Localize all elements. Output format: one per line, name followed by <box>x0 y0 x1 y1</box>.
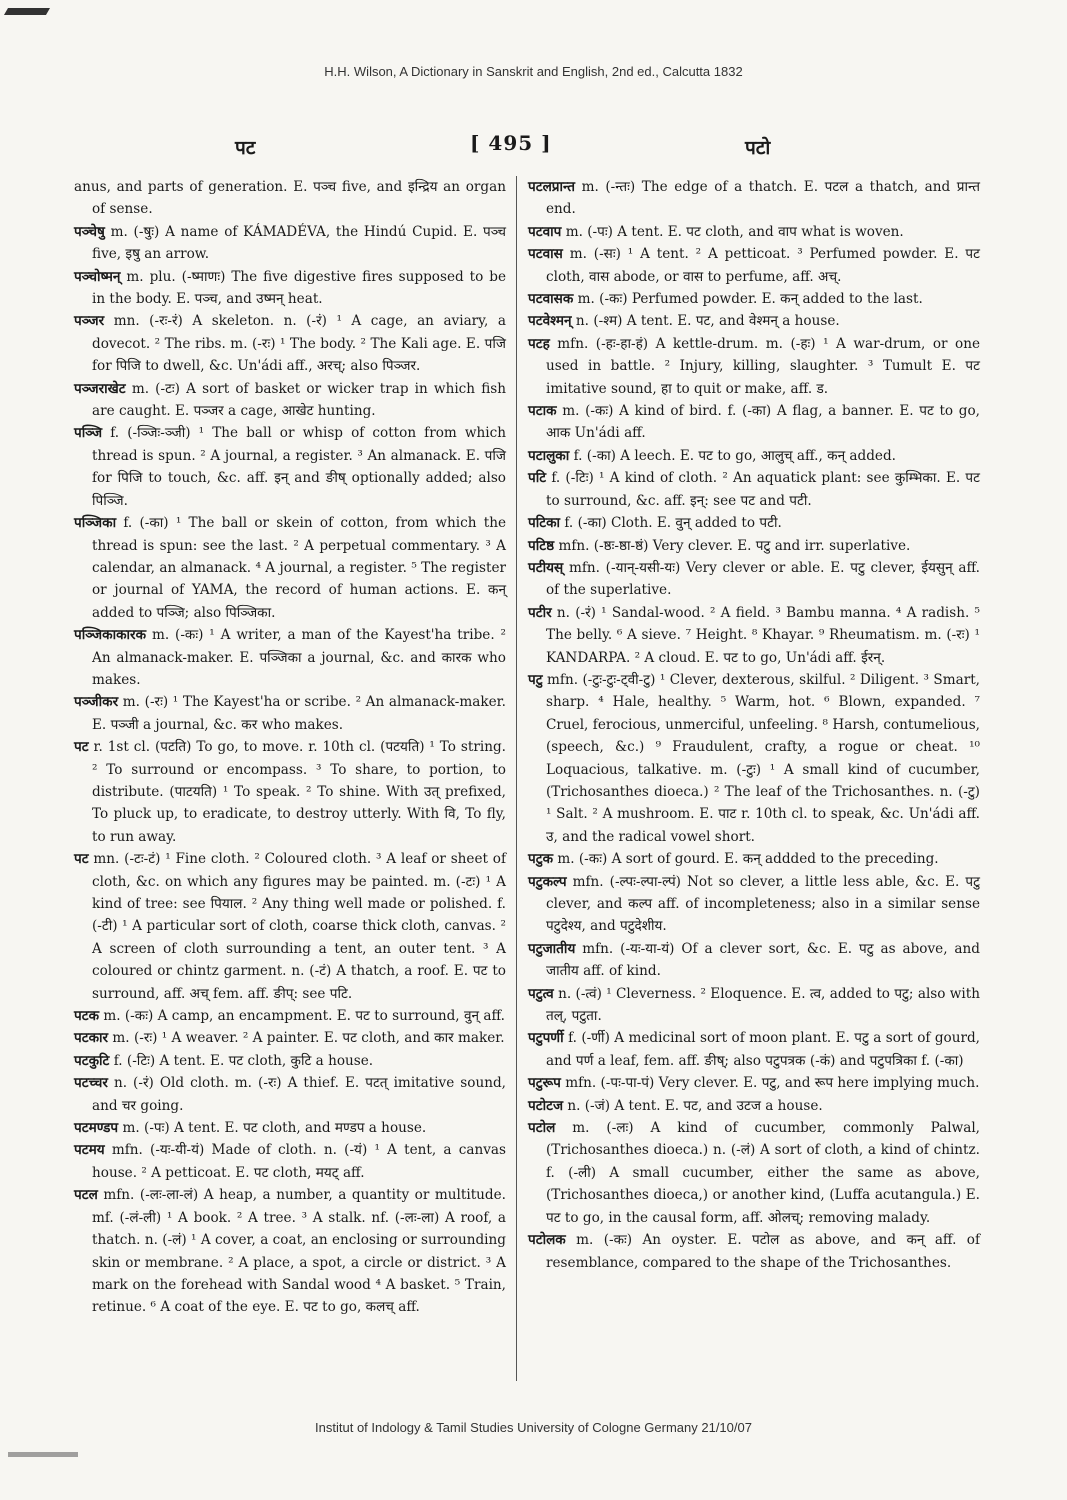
scan-artifact <box>8 1452 78 1457</box>
running-head-left: पट <box>235 137 256 159</box>
entry-definition: m. (-न्तः) The edge of a thatch. E. पटल a thatch, and प्रान्त end. <box>546 179 980 218</box>
entry-definition: mfn. (-टुः-टुः-ट्वी-टु) ¹ Clever, dexterous, skilful. ² Diligent. ³ Smart, sharp. ⁴ Hale, healthy. ⁵ Warm, hot. ⁶ Blown, expanded. ⁷ Cruel, ferocious, unmerciful, unfeeling. ⁸ Harsh, contumelious, (speech, &c.) ⁹ Fraudulent, crafty, a rogue or cheat. ¹⁰ Loquacious, talkative. m. (-टुः) ¹ A small kind of cucumber, (Trichosanthes dioeca.) ² The leaf of the Trichosanthes. n. (-टु) ¹ Salt. ² A mushroom. E. पाट r. 10th cl. to speak, &c. Un'ádi aff. उ, and the radical vowel short. <box>546 671 980 845</box>
dictionary-entry <box>528 1072 980 1094</box>
entry-definition: m. (-सः) ¹ A tent. ² A petticoat. ³ Perfumed powder. E. पट cloth, वास abode, or वास to perfume, aff. अच्. <box>546 246 980 285</box>
entry-definition: m. (-षुः) A name of KÁMADÉVA, the Hindú Cupid. E. पञ्च five, इषु an arrow. <box>92 223 506 263</box>
dictionary-entry <box>528 310 980 332</box>
running-head-right: पटो <box>745 137 771 159</box>
dictionary-entry <box>528 848 980 870</box>
entry-headword: पटु <box>528 671 543 688</box>
entry-headword: पटुपर्णी <box>528 1030 564 1047</box>
entry-definition: m. (-पः) A tent. E. पट cloth, and मण्डप a house. <box>122 1120 427 1137</box>
dictionary-entry <box>74 691 506 736</box>
dictionary-entry <box>528 512 980 534</box>
dictionary-entry <box>74 221 506 266</box>
entry-definition: mfn. (-ष्ठः-ष्ठा-ष्ठं) Very clever. E. पटु and irr. superlative. <box>558 537 911 554</box>
dictionary-entry <box>74 1139 506 1184</box>
left-column <box>74 176 506 1319</box>
entry-headword: पञ्चोष्मन् <box>74 268 121 285</box>
entry-definition: mfn. (-पः-पा-पं) Very clever. E. पटु, and रूप here implying much. <box>565 1075 980 1092</box>
entry-definition: n. (-जं) A tent. E. पट, and उटज a house. <box>567 1097 823 1114</box>
dictionary-entry <box>528 535 980 557</box>
entry-definition: m. (-पः) A tent. E. पट cloth, and वाप what is woven. <box>565 223 904 240</box>
dictionary-entry <box>74 1050 506 1072</box>
entry-headword: पटलप्रान्त <box>528 179 575 195</box>
entry-headword: पटालुका <box>528 447 570 464</box>
dictionary-entry <box>528 445 980 467</box>
entry-definition: f. (-र्णी) A medicinal sort of moon plant. E. पटु a sort of gourd, and पर्ण a leaf, fem. aff. ङीष्; also पटुपत्रक (-कं) and पटुपत्रिका f. (-का) <box>546 1030 980 1069</box>
dictionary-entry <box>74 176 506 221</box>
entry-headword: पञ्जीकर <box>74 694 119 711</box>
dictionary-entry <box>528 1095 980 1117</box>
entry-headword: पञ्जराखेट <box>74 380 126 397</box>
entry-headword: पटुक <box>528 851 554 868</box>
dictionary-entry <box>528 602 980 669</box>
entry-headword: पञ्जि <box>74 425 103 442</box>
entry-definition: n. (-रं) Old cloth. m. (-रः) A thief. E. पटत् imitative sound, and चर going. <box>92 1075 507 1114</box>
entry-headword: पटोल <box>528 1120 556 1137</box>
entry-definition: mfn. (-यः-या-यं) Of a clever sort, &c. E. पटु as above, and जातीय aff. of kind. <box>546 940 980 980</box>
entry-definition: m. (-टः) A sort of basket or wicker trap in which fish are caught. E. पञ्जर a cage, आखेट hunting. <box>92 380 506 420</box>
dictionary-entry <box>74 1027 506 1049</box>
entry-definition: n. (-रं) ¹ Sandal-wood. ² A field. ³ Bambu manna. ⁴ A radish. ⁵ The belly. ⁶ A sieve. ⁷ Height. ⁸ Khayar. ⁹ Rheumatism. m. (-रः) ¹ KANDARPA. ² A cloud. E. पट to go, Un'ádi aff. ईरन्. <box>546 604 980 666</box>
dictionary-entry <box>74 1117 506 1139</box>
entry-headword: पटवास <box>528 246 563 263</box>
dictionary-entry <box>74 848 506 1005</box>
entry-definition: f. (-का) ¹ The ball or skein of cotton, from which the thread is spun: see the last. ² A perpetual commentary. ³ A calendar, an almanack. ⁴ A journal, a register. ⁵ The register or journal of YAMA, the record of human actions. E. कन् added to पञ्जि; also पिञ्जिका. <box>92 515 507 621</box>
entry-headword: पटवासक <box>528 291 574 308</box>
entry-definition: mn. (-टः-टं) ¹ Fine cloth. ² Coloured cloth. ³ A leaf or sheet of cloth, &c. on which any figures may be painted. m. (-टः) ¹ A kind of tree: see पियाल. ² Any thing well made or polished. f. (-टी) ¹ A particular sort of cloth, coarse thick cloth, canvas. ² A screen of cloth surrounding a tent, an outer tent. ³ A coloured or chintz garment. n. (-टं) A thatch, a roof. E. पट to surround, aff. अच् fem. aff. ङीप्: see पटि. <box>92 851 506 1002</box>
entry-definition: mn. (-रः-रं) A skeleton. n. (-रं) ¹ A cage, an aviary, a dovecot. ² The ribs. m. (-रः) ¹ The body. ² The Kali age. E. पजि for पिजि to dwell, &c. Un'ádi aff., अरच्; also पिञ्जर. <box>92 313 506 375</box>
entry-headword: पञ्जर <box>74 313 105 330</box>
dictionary-entry <box>528 871 980 938</box>
entry-headword: पटक <box>74 1008 100 1025</box>
entry-headword: पटवाप <box>528 223 562 240</box>
entry-headword: पटमय <box>74 1142 105 1159</box>
entry-definition: n. (-त्वं) ¹ Cleverness. ² Eloquence. E. त्व, added to पटु; also with तल्, पटुता. <box>546 985 980 1025</box>
entry-headword: पटकार <box>74 1030 109 1047</box>
entry-headword: पटुत्व <box>528 985 554 1002</box>
entry-definition: mfn. (-यान्-यसी-यः) Very clever or able. E. पटु clever, ईयसुन् aff. of the superlative. <box>546 559 980 599</box>
dictionary-entry <box>528 1027 980 1072</box>
entry-headword: पटि <box>528 470 547 487</box>
entry-headword: पट <box>74 739 89 756</box>
entry-definition: f. (-का) A leech. E. पट to go, आलुच् aff., कन् added. <box>573 447 897 464</box>
dictionary-entry <box>74 378 506 423</box>
dictionary-entry <box>528 938 980 983</box>
entry-definition: n. (-श्म) A tent. E. पट, and वेश्मन् a house. <box>575 313 840 330</box>
entry-definition: f. (-टिः) A tent. E. पट cloth, कुटि a house. <box>113 1052 374 1069</box>
entry-headword: पट <box>74 851 89 868</box>
right-column <box>528 176 980 1274</box>
entry-definition: m. (-कः) A sort of gourd. E. कन् addded to the preceding. <box>557 851 939 868</box>
entry-headword: पञ्जिकाकारक <box>74 627 147 644</box>
entry-definition: f. (-ञ्जिः-ञ्जी) ¹ The ball or whisp of cotton from which thread is spun. ² A journal, a register. ³ An almanack. E. पजि for पिजि to touch, &c. aff. इन् and ङीष् optionally added; also पिञ्जि. <box>92 425 506 509</box>
entry-definition: mfn. (-हः-हा-हं) A kettle-drum. m. (-हः) ¹ A war-drum, or one used in battle. ² Injury, killing, slaughter. ³ Tumult E. पट imitative sound, हा to quit or make, aff. ड. <box>546 335 980 397</box>
entry-headword: पटल <box>74 1187 98 1204</box>
dictionary-entry <box>74 1072 506 1117</box>
dictionary-entry <box>528 176 980 221</box>
dictionary-entry <box>528 1117 980 1229</box>
dictionary-entry <box>528 983 980 1028</box>
entry-definition: m. (-कः) A camp, an encampment. E. पट to surround, वुन् aff. <box>103 1008 505 1025</box>
entry-definition: m. (-कः) A kind of bird. f. (-का) A flag, a banner. E. पट to go, आक Un'ádi aff. <box>546 403 980 442</box>
entry-headword: पटीयस् <box>528 559 564 576</box>
entry-definition: m. (-कः) Perfumed powder. E. कन् added to the last. <box>577 291 923 308</box>
dictionary-entry <box>74 266 506 311</box>
entry-definition: anus, and parts of generation. E. पञ्च five, and इन्द्रिय an organ of sense. <box>74 179 506 218</box>
dictionary-entry <box>74 310 506 377</box>
dictionary-entry <box>74 1184 506 1318</box>
entry-headword: पटोटज <box>528 1097 564 1114</box>
entry-headword: पटच्चर <box>74 1075 108 1092</box>
page-number: [ 495 ] <box>470 131 552 155</box>
entry-headword: पटाक <box>528 403 557 420</box>
dictionary-entry <box>528 400 980 445</box>
footer-credit: Institut of Indology & Tamil Studies University of Cologne Germany 21/10/07 <box>315 1420 752 1435</box>
entry-definition: r. 1st cl. (पटति) To go, to move. r. 10th cl. (पटयति) ¹ To string. ² To surround or encompass. ³ To share, to portion, to distribute. (पाटयति) ¹ To speak. ² To shine. With उत् prefixed, To pluck up, to eradicate, to destroy utterly. With वि, To fly, to run away. <box>92 739 506 845</box>
entry-headword: पटिष्ठ <box>528 537 555 554</box>
dictionary-entry <box>74 1005 506 1027</box>
entry-headword: पटह <box>528 335 550 352</box>
entry-headword: पटीर <box>528 604 552 621</box>
entry-headword: पटिका <box>528 515 561 532</box>
entry-headword: पटवेश्मन् <box>528 313 572 330</box>
entry-headword: पटकुटि <box>74 1052 110 1069</box>
dictionary-entry <box>528 467 980 512</box>
dictionary-entry <box>74 624 506 691</box>
dictionary-entry <box>528 1229 980 1274</box>
entry-definition: m. (-लः) A kind of cucumber, commonly Palwal, (Trichosanthes dioeca.) n. (-लं) A sort of cloth, a kind of chintz. f. (-ली) A small cucumber, either the same as above, (Trichosanthes dioeca,) or another kind, (Luffa acutangula.) E. पट to go, in the causal form, aff. ओलच्; removing malady. <box>546 1120 980 1226</box>
entry-definition: f. (-टिः) ¹ A kind of cloth. ² An aquatick plant: see कुम्भिका. E. पट to surround, &c. aff. इन्: see पट and पटी. <box>546 470 980 509</box>
entry-definition: m. (-कः) An oyster. E. पटोल as above, and कन् aff. of resemblance, compared to the shape of the Trichosanthes. <box>546 1232 981 1271</box>
entry-definition: m. (-रः) ¹ The Kayest'ha or scribe. ² An almanack-maker. E. पञ्जी a journal, &c. कर who makes. <box>92 694 506 733</box>
entry-definition: m. plu. (-ष्माणः) The five digestive fires supposed to be in the body. E. पञ्च, and उष्मन् heat. <box>92 268 506 308</box>
scan-artifact <box>4 8 50 15</box>
entry-headword: पटोलक <box>528 1232 566 1249</box>
entry-definition: mfn. (-ल्पः-ल्पा-ल्पं) Not so clever, a little less able, &c. E. पटु clever, and कल्प aff. of incompleteness; also in a similar sense पटुदेश्य, and पटुदेशीय. <box>546 873 980 935</box>
entry-definition: m. (-कः) ¹ A writer, a man of the Kayest'ha tribe. ² An almanack-maker. E. पञ्जिका a journal, &c. and कारक who makes. <box>92 627 506 688</box>
entry-definition: mfn. (-लः-ला-लं) A heap, a number, a quantity or multitude. mf. (-लं-ली) ¹ A book. ² A tree. ³ A stalk. nf. (-लः-ला) A roof, a thatch. n. (-लं) ¹ A cover, a coat, an enclosing or surrounding skin or membrane. ² A place, a spot, a circle or district. ³ A mark on the forehead with Sandal wood ⁴ A basket. ⁵ Train, retinue. ⁶ A coat of the eye. E. पट to go, कलच् aff. <box>92 1187 506 1316</box>
entry-headword: पटुकल्प <box>528 873 567 890</box>
entry-headword: पटुजातीय <box>528 940 576 957</box>
dictionary-entry <box>528 333 980 400</box>
dictionary-entry <box>74 512 506 624</box>
dictionary-entry <box>528 243 980 288</box>
entry-definition: f. (-का) Cloth. E. वुन् added to पटी. <box>564 515 782 532</box>
column-divider <box>516 176 517 1381</box>
entry-headword: पञ्जिका <box>74 515 117 532</box>
dictionary-entry <box>528 557 980 602</box>
dictionary-entry <box>528 221 980 243</box>
dictionary-entry <box>74 736 506 848</box>
entry-headword: पञ्चेषु <box>74 223 105 240</box>
dictionary-entry <box>528 669 980 848</box>
dictionary-entry <box>74 422 506 512</box>
dictionary-entry <box>528 288 980 310</box>
entry-definition: m. (-रः) ¹ A weaver. ² A painter. E. पट cloth, and कार maker. <box>112 1030 505 1047</box>
entry-headword: पटमण्डप <box>74 1120 119 1137</box>
entry-definition: mfn. (-यः-यी-यं) Made of cloth. n. (-यं) ¹ A tent, a canvas house. ² A petticoat. E. पट cloth, मयट् aff. <box>92 1142 506 1181</box>
entry-headword: पटुरूप <box>528 1075 561 1092</box>
source-citation: H.H. Wilson, A Dictionary in Sanskrit and English, 2nd ed., Calcutta 1832 <box>324 64 743 79</box>
